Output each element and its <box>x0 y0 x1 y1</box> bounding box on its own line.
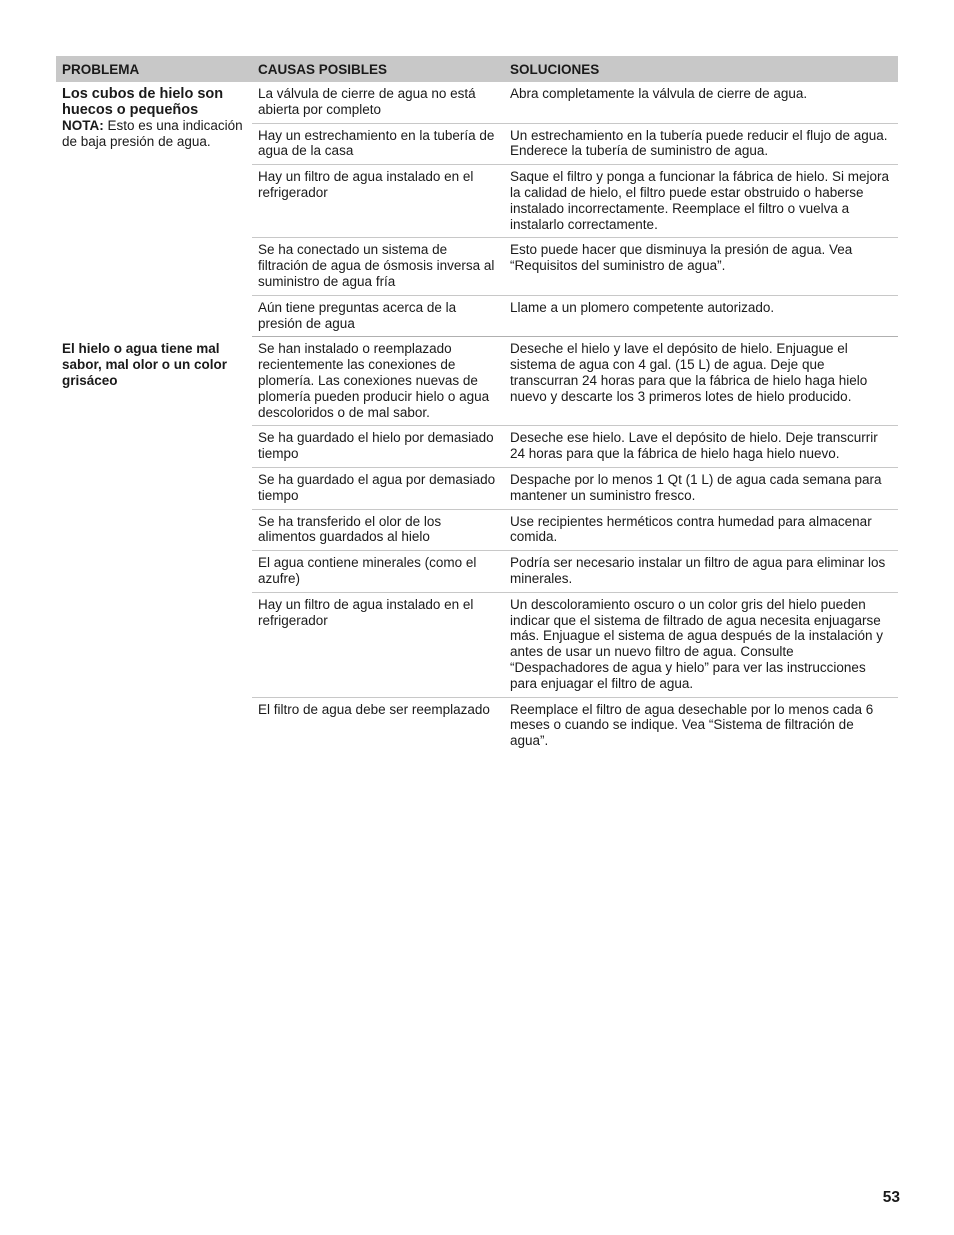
note-text: Esto es una indicación de baja presión de agua. <box>62 118 243 149</box>
cause-cell: El agua contiene minerales (como el azufre) <box>252 551 504 593</box>
table-row <box>56 337 898 426</box>
problem-note <box>62 118 246 150</box>
header-causes: CAUSAS POSIBLES <box>252 56 504 82</box>
cause-cell: El filtro de agua debe ser reemplazado <box>258 701 490 717</box>
cause-cell: Se han instalado o reemplazado recientemente las conexiones de plomería. Las conexiones nuevas de plomería pueden producir hielo o agua descoloridos o de mal sabor. <box>252 337 504 426</box>
header-solutions: SOLUCIONES <box>504 56 898 82</box>
solution-cell: Un estrechamiento en la tubería puede reducir el flujo de agua. Enderece la tubería de suministro de agua. <box>504 123 898 165</box>
solution-cell: Saque el filtro y ponga a funcionar la fábrica de hielo. Si mejora la calidad de hielo, el filtro puede estar obstruido o haberse instalado incorrectamente. Reemplace el filtro o vuelva a instalarlo correctamente. <box>504 165 898 238</box>
solution-cell: Deseche ese hielo. Lave el depósito de hielo. Deje transcurrir 24 horas para que la fábrica de hielo haga hielo nuevo. <box>504 426 898 468</box>
table-row <box>56 82 898 123</box>
solution-cell: Reemplace el filtro de agua desechable por lo menos cada 6 meses o cuando se indique. Vea “Sistema de filtración de agua”. <box>510 701 874 749</box>
cause-cell: La válvula de cierre de agua no está abierta por completo <box>252 82 504 123</box>
note-label: NOTA: <box>62 118 104 133</box>
problem-title: Los cubos de hielo son huecos o pequeños <box>62 86 224 118</box>
problem-cell <box>56 82 252 337</box>
problem-cell <box>56 337 252 754</box>
troubleshooting-table <box>56 56 898 754</box>
header-problem: PROBLEMA <box>56 56 252 82</box>
solution-cell: Use recipientes herméticos contra humedad para almacenar comida. <box>504 509 898 551</box>
cause-cell: Se ha guardado el hielo por demasiado tiempo <box>252 426 504 468</box>
cause-cell: Aún tiene preguntas acerca de la presión de agua <box>252 295 504 337</box>
page-number: 53 <box>882 1189 900 1206</box>
solution-cell: Llame a un plomero competente autorizado. <box>504 295 898 337</box>
cause-cell: Se ha transferido el olor de los alimentos guardados al hielo <box>252 509 504 551</box>
cause-cell: Se ha conectado un sistema de filtración de agua de ósmosis inversa al suministro de agua fría <box>252 238 504 295</box>
solution-cell: Deseche el hielo y lave el depósito de hielo. Enjuague el sistema de agua con 4 gal. (15 L) de agua. Deje que transcurran 24 horas para que la fábrica de hielo haga hielo nuevo y descarte los 3 primeros lotes de hielo producido. <box>504 337 898 426</box>
solution-cell: Esto puede hacer que disminuya la presión de agua. Vea “Requisitos del suministro de agua”. <box>504 238 898 295</box>
solution-cell: Un descoloramiento oscuro o un color gris del hielo pueden indicar que el sistema de filtrado de agua necesita enjuagarse más. Enjuague el sistema de agua después de la instalación y antes de usar un nuevo filtro de agua. Consulte “Despachadores de agua y hielo” para ver las instrucciones para enjuagar el filtro de agua. <box>504 592 898 697</box>
cause-cell: Hay un estrechamiento en la tubería de agua de la casa <box>252 123 504 165</box>
solution-cell: Abra completamente la válvula de cierre de agua. <box>504 82 898 123</box>
cause-cell: Se ha guardado el agua por demasiado tiempo <box>252 467 504 509</box>
cause-cell: Hay un filtro de agua instalado en el refrigerador <box>252 592 504 697</box>
troubleshooting-page <box>56 56 898 754</box>
table-header-row <box>56 56 898 82</box>
solution-cell: Podría ser necesario instalar un filtro de agua para eliminar los minerales. <box>504 551 898 593</box>
solution-cell: Despache por lo menos 1 Qt (1 L) de agua cada semana para mantener un suministro fresco. <box>504 467 898 509</box>
cause-cell: Hay un filtro de agua instalado en el refrigerador <box>252 165 504 238</box>
problem-title: El hielo o agua tiene mal sabor, mal olor o un color grisáceo <box>62 340 228 388</box>
